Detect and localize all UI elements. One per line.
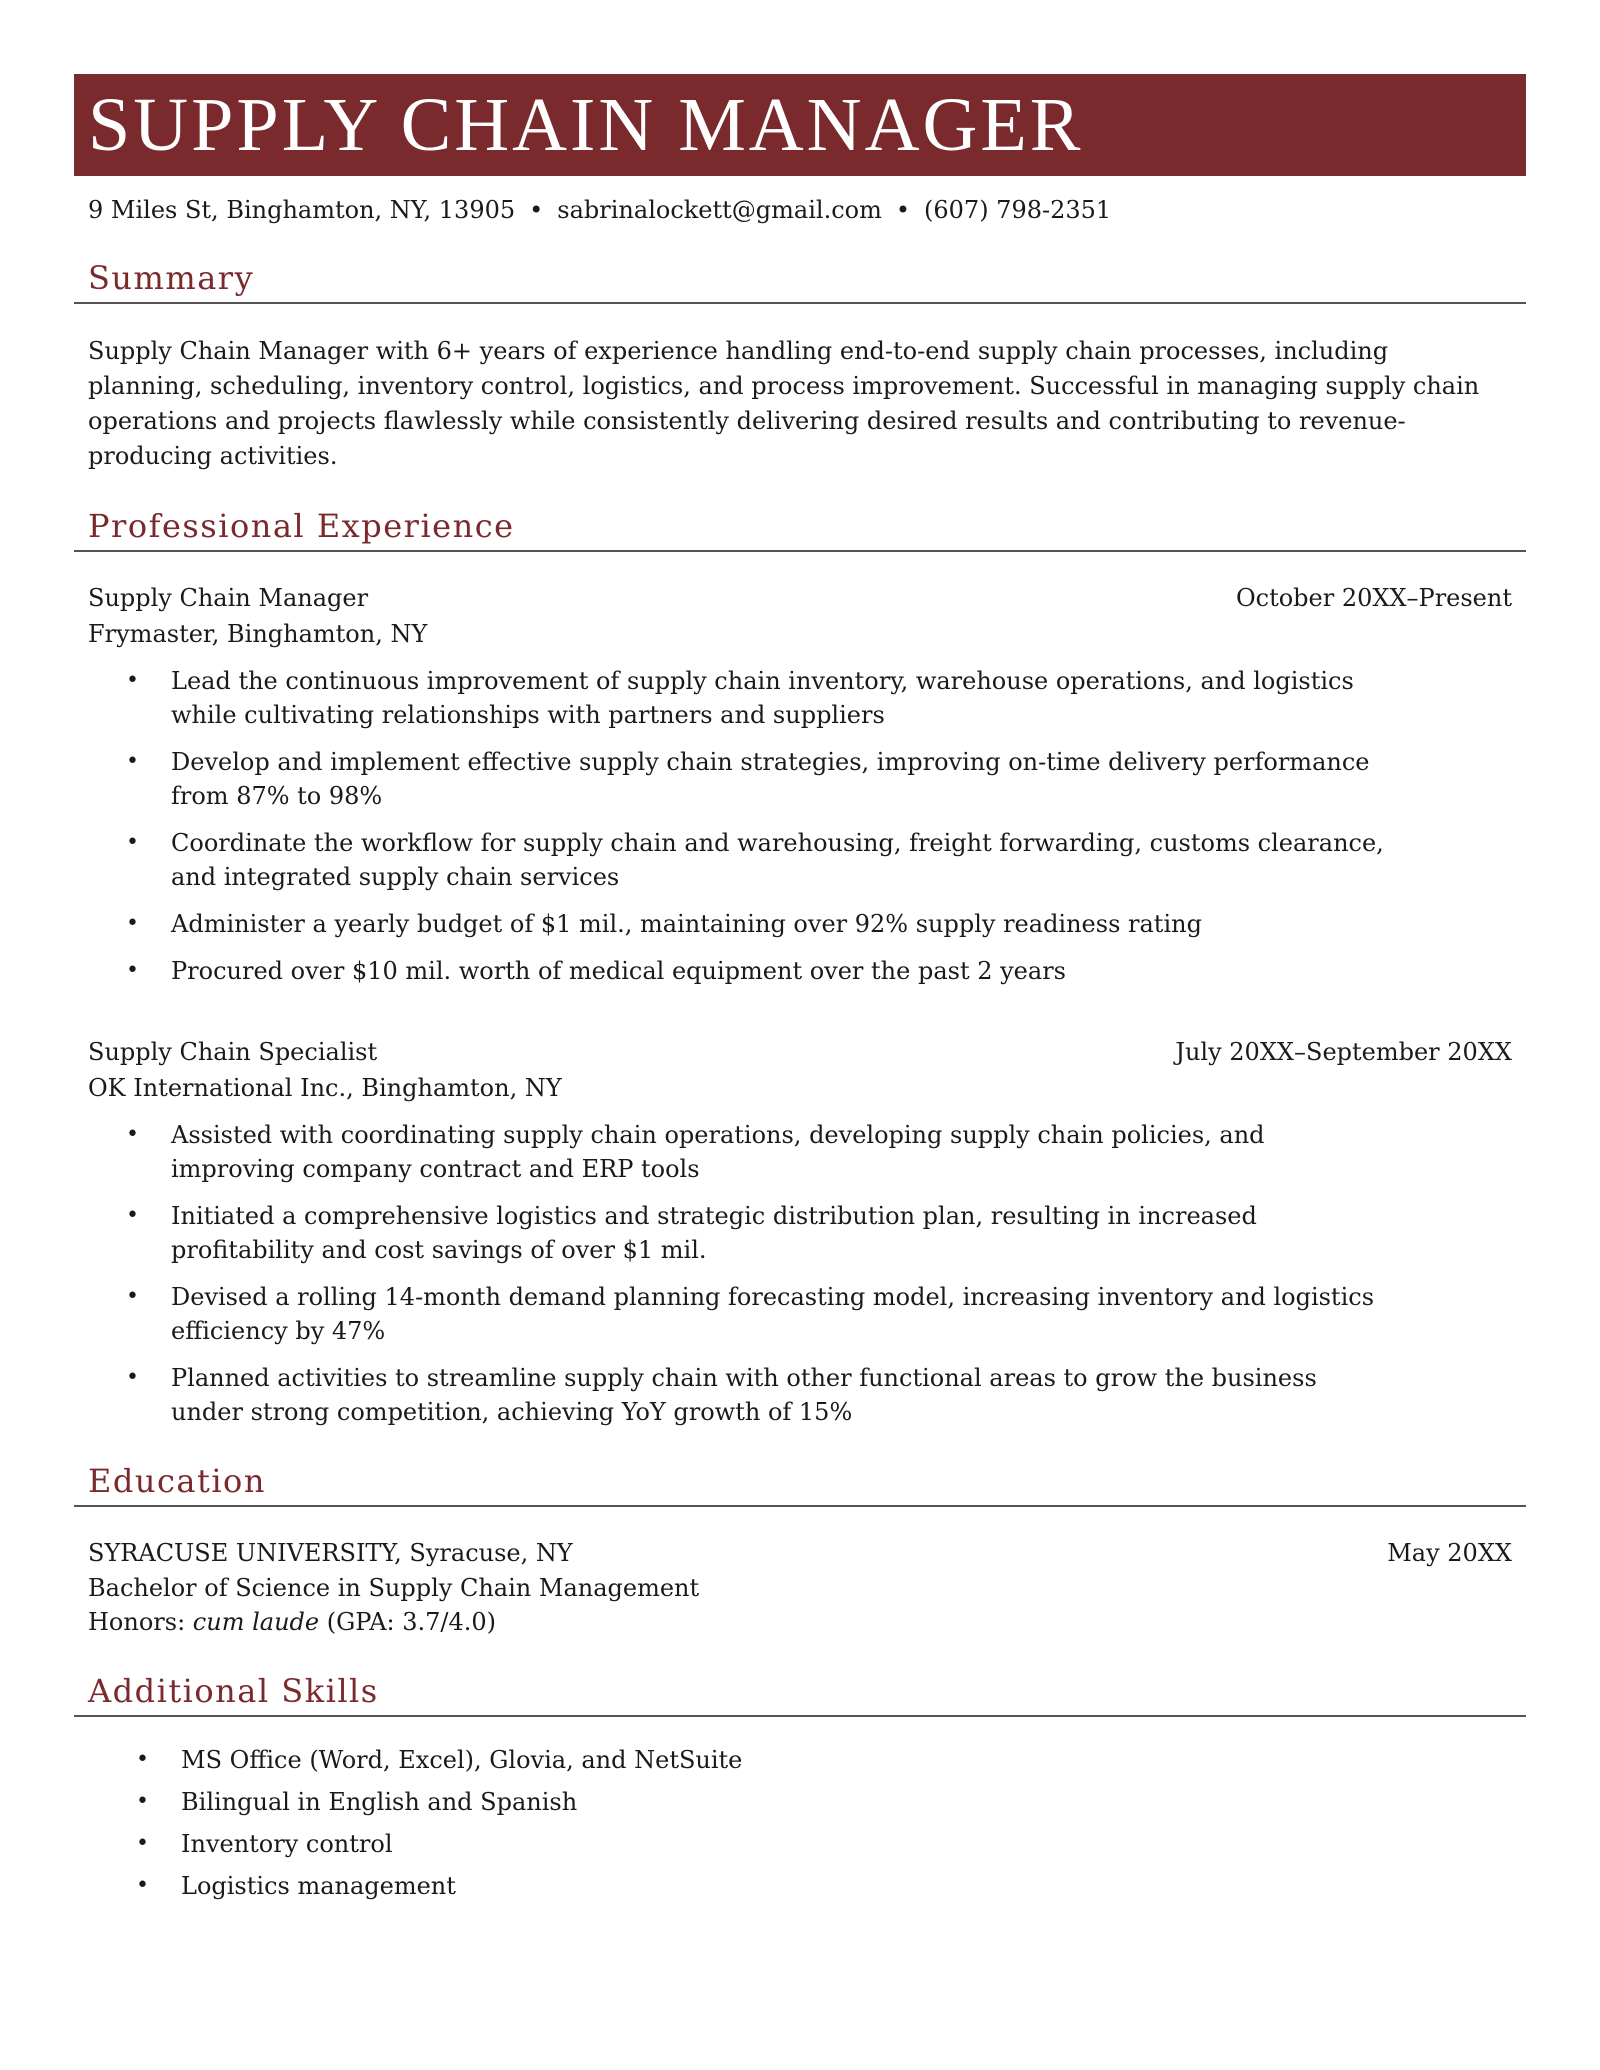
bullet-text: Lead the continuous improvement of supply chain inventory, warehouse operations, and logistics while cultivating relationships with partners and suppliers <box>171 667 1354 729</box>
contact-line <box>74 194 1526 226</box>
title-banner <box>74 74 1526 176</box>
section-heading: Summary <box>88 259 255 297</box>
honors-label: Honors: <box>88 1608 193 1636</box>
bullet-icon: • <box>126 911 139 936</box>
bullet-icon: • <box>126 1122 139 1147</box>
job-header <box>74 580 1526 616</box>
bullet-icon: • <box>136 1831 149 1856</box>
experience-section <box>74 504 1526 1429</box>
education-entry <box>74 1535 1526 1639</box>
honors-value: cum laude <box>192 1608 320 1636</box>
bullet-text: Develop and implement effective supply chain strategies, improving on-time delivery performance from 87% to 98% <box>171 748 1370 810</box>
list-item <box>74 1118 1526 1186</box>
education-header <box>74 1535 1526 1571</box>
bullet-text: Planned activities to streamline supply chain with other functional areas to grow the business under strong competition, achieving YoY growth of 15% <box>171 1364 1317 1426</box>
list-item <box>74 1280 1526 1348</box>
bullet-icon: • <box>136 1789 149 1814</box>
bullet-text: Administer a yearly budget of $1 mil., maintaining over 92% supply readiness rating <box>171 910 1202 938</box>
bullet-icon: • <box>136 1747 149 1772</box>
skill-text: Bilingual in English and Spanish <box>181 1788 578 1816</box>
job-dates: July 20XX–September 20XX <box>1175 1038 1512 1066</box>
resume-page <box>74 74 1526 1907</box>
graduation-date: May 20XX <box>1387 1539 1512 1567</box>
job-entry <box>74 580 1526 988</box>
job-company: Frymaster, Binghamton, NY <box>88 620 428 648</box>
skill-text: MS Office (Word, Excel), Glovia, and NetSuite <box>181 1746 743 1774</box>
section-heading: Additional Skills <box>88 1672 379 1710</box>
school-name: SYRACUSE UNIVERSITY, Syracuse, NY <box>88 1539 573 1567</box>
bullet-icon: • <box>126 1203 139 1228</box>
job-bullets <box>74 664 1526 988</box>
list-item <box>74 664 1526 732</box>
list-item <box>74 1865 1526 1907</box>
job-title: Supply Chain Manager <box>88 584 369 612</box>
skills-section <box>74 1669 1526 1907</box>
section-heading: Education <box>88 1462 266 1500</box>
list-item <box>74 1199 1526 1267</box>
job-dates: October 20XX–Present <box>1235 584 1512 612</box>
bullet-text: Initiated a comprehensive logistics and strategic distribution plan, resulting in increased profitability and cost savings of over $1 mil. <box>171 1202 1257 1264</box>
section-divider <box>74 1505 1526 1507</box>
list-item <box>74 1781 1526 1823</box>
bullet-text: Procured over $10 mil. worth of medical equipment over the past 2 years <box>171 957 1066 985</box>
job-company: OK International Inc., Binghamton, NY <box>88 1074 562 1102</box>
contact-separator: • <box>895 196 911 224</box>
skill-text: Logistics management <box>181 1872 456 1900</box>
skills-list <box>74 1739 1526 1907</box>
list-item <box>74 954 1526 988</box>
list-item <box>74 1361 1526 1429</box>
degree: Bachelor of Science in Supply Chain Management <box>88 1574 700 1602</box>
bullet-icon: • <box>126 668 139 693</box>
bullet-text: Coordinate the workflow for supply chain and warehousing, freight forwarding, customs clearance, and integrated supply chain services <box>171 829 1384 891</box>
bullet-icon: • <box>126 749 139 774</box>
summary-section <box>74 256 1526 474</box>
contact-separator: • <box>529 196 544 224</box>
resume-title: SUPPLY CHAIN MANAGER <box>88 83 1084 167</box>
bullet-text: Assisted with coordinating supply chain operations, developing supply chain policies, and improving company contract and ERP tools <box>171 1121 1265 1183</box>
section-divider <box>74 1715 1526 1717</box>
bullet-text: Devised a rolling 14-month demand planning forecasting model, increasing inventory and logistics efficiency by 47% <box>171 1283 1375 1345</box>
bullet-icon: • <box>126 1284 139 1309</box>
contact-phone[interactable]: (607) 798-2351 <box>924 196 1112 224</box>
section-divider <box>74 302 1526 304</box>
section-heading: Professional Experience <box>88 507 515 545</box>
job-title: Supply Chain Specialist <box>88 1038 378 1066</box>
job-entry <box>74 1034 1526 1429</box>
bullet-icon: • <box>136 1873 149 1898</box>
bullet-icon: • <box>126 830 139 855</box>
contact-address: 9 Miles St, Binghamton, NY, 13905 <box>88 196 516 224</box>
bullet-icon: • <box>126 958 139 983</box>
section-divider <box>74 550 1526 552</box>
list-item <box>74 907 1526 941</box>
list-item <box>74 1823 1526 1865</box>
bullet-icon: • <box>126 1365 139 1390</box>
education-section <box>74 1459 1526 1639</box>
list-item <box>74 826 1526 894</box>
list-item <box>74 745 1526 813</box>
list-item <box>74 1739 1526 1781</box>
honors-line <box>74 1605 1526 1639</box>
contact-email[interactable]: sabrinalockett@gmail.com <box>557 196 882 224</box>
job-header <box>74 1034 1526 1070</box>
job-bullets <box>74 1118 1526 1429</box>
gpa: (GPA: 3.7/4.0) <box>319 1608 497 1636</box>
skill-text: Inventory control <box>181 1830 393 1858</box>
summary-text: Supply Chain Manager with 6+ years of experience handling end-to-end supply chain processes, including planning, scheduling, inventory control, logistics, and process improvement. Successful in managing supply chain operations and projects flawlessly while consistently delivering desired results and contributing to revenue-producing activities. <box>88 337 1480 470</box>
